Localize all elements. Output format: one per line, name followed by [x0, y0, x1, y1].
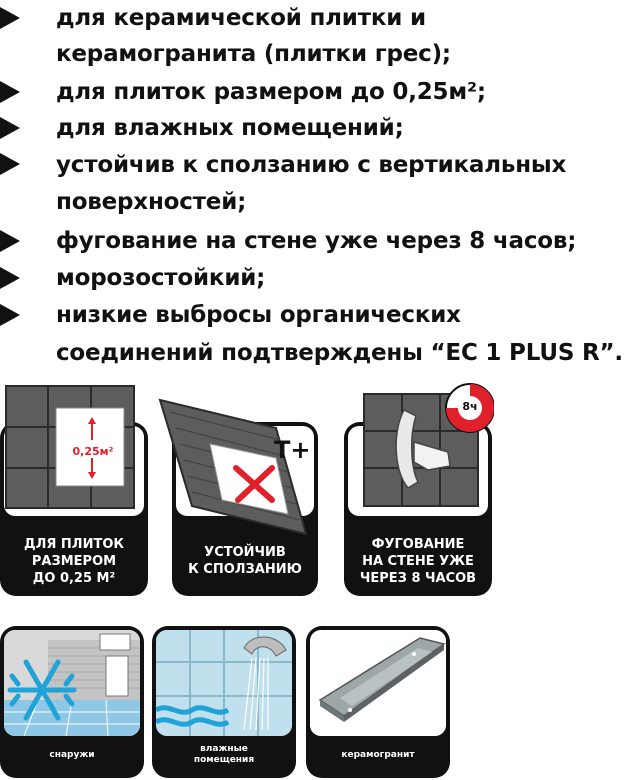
- tile-size-icon: [0, 382, 150, 596]
- grouting-time-label: 8ч: [462, 400, 478, 413]
- icon-caption: [350, 536, 486, 587]
- icon-caption: керамогранит: [341, 750, 415, 760]
- feature-text-cont: соединений подтверждены “EC 1 PLUS R”.: [56, 340, 623, 366]
- caption-line: влажные: [200, 744, 248, 754]
- slip-class-label: T+: [274, 436, 311, 464]
- bullet-arrow-icon: [0, 230, 20, 252]
- icon-card-panel: [310, 630, 446, 736]
- feature-text: устойчив к сползанию с вертикальных: [56, 152, 567, 178]
- bullet-arrow-icon: [0, 153, 20, 175]
- caption-line: УСТОЙЧИВ: [204, 545, 286, 560]
- icon-caption: [178, 544, 312, 578]
- feature-text: морозостойкий;: [56, 265, 266, 291]
- wet-rooms-icon: [152, 626, 296, 778]
- caption-line: РАЗМЕРОМ: [31, 554, 117, 569]
- icon-card-panel: [156, 630, 292, 736]
- caption-line: ФУГОВАНИЕ: [371, 537, 465, 552]
- bullet-arrow-icon: [0, 81, 20, 103]
- grouting-icon: [344, 382, 494, 596]
- bullet-arrow-icon: [0, 7, 20, 29]
- caption-line: НА СТЕНЕ УЖЕ: [362, 554, 474, 569]
- caption-line: помещения: [193, 755, 255, 765]
- outdoor-icon: [0, 626, 144, 778]
- bullet-arrow-icon: [0, 267, 20, 289]
- icon-caption: снаружи: [49, 750, 95, 760]
- feature-text: для влажных помещений;: [56, 115, 404, 141]
- feature-text: фугование на стене уже через 8 часов;: [56, 228, 577, 254]
- caption-line: К СПОЛЗАНИЮ: [188, 562, 302, 577]
- porcelain-icon: [306, 626, 450, 778]
- caption-line: ДО 0,25 М²: [32, 571, 116, 586]
- feature-text: для керамической плитки и: [56, 5, 426, 31]
- outdoor-pictogram: [4, 630, 140, 736]
- feature-text-cont: поверхностей;: [56, 189, 247, 215]
- slip-resistant-icon: [158, 382, 318, 596]
- bullet-arrow-icon: [0, 117, 20, 139]
- feature-text: низкие выбросы органических: [56, 302, 461, 328]
- icon-caption: [156, 744, 292, 766]
- icon-card-panel: [4, 630, 140, 736]
- bullet-arrow-icon: [0, 304, 20, 326]
- tile-size-label: 0,25м²: [72, 445, 114, 458]
- caption-line: ДЛЯ ПЛИТОК: [23, 537, 124, 552]
- feature-text-cont: керамогранита (плитки грес);: [56, 41, 451, 67]
- feature-text: для плиток размером до 0,25м²;: [56, 79, 486, 105]
- wet-rooms-pictogram: [156, 630, 292, 736]
- icon-caption: [6, 536, 142, 587]
- caption-line: ЧЕРЕЗ 8 ЧАСОВ: [359, 571, 477, 586]
- porcelain-pictogram: [310, 630, 446, 736]
